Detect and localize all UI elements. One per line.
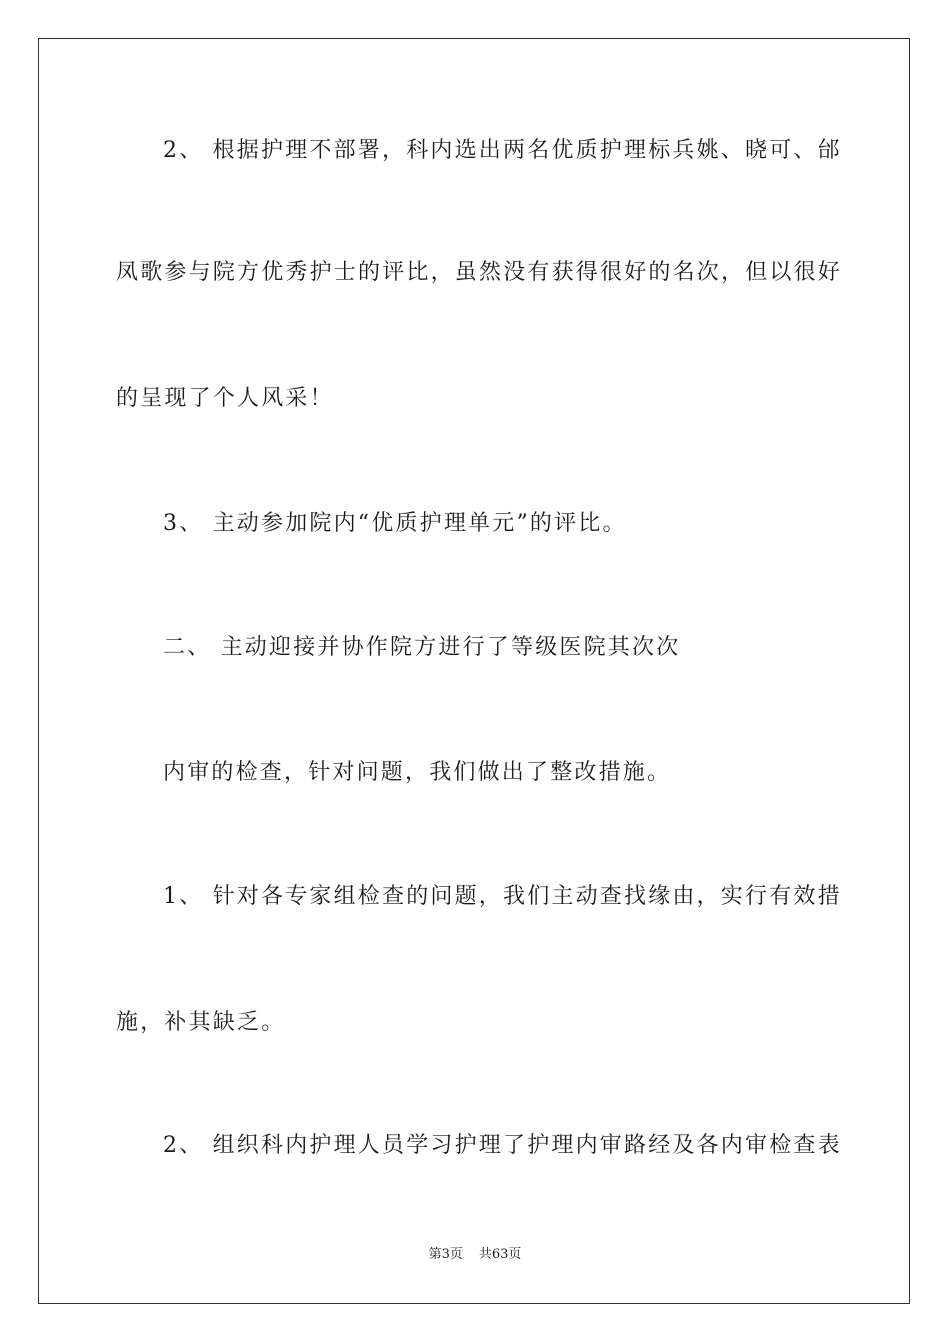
paragraph-line: 的呈现了个人风采！ <box>116 386 334 411</box>
paragraph-line: 2、 组织科内护理人员学习护理了护理内审路经及各内审检查表 <box>163 1133 842 1158</box>
paragraph-line: 施，补其缺乏。 <box>116 1010 286 1035</box>
paragraph-line: 凤歌参与院方优秀护士的评比，虽然没有获得很好的名次，但以很好 <box>116 260 843 285</box>
paragraph-line: 2、 根据护理不部署，科内选出两名优质护理标兵姚、晓可、邰 <box>163 138 842 163</box>
page-footer <box>0 1246 950 1264</box>
page-border <box>38 38 910 1304</box>
paragraph-line: 内审的检查，针对问题，我们做出了整改措施。 <box>163 760 672 785</box>
page-number: 第3页 <box>428 1247 463 1262</box>
paragraph-line: 3、 主动参加院内“优质护理单元”的评比。 <box>163 511 627 536</box>
section-heading: 二、 主动迎接并协作院方进行了等级医院其次次 <box>163 635 681 660</box>
page-total: 共63页 <box>478 1247 522 1262</box>
paragraph-line: 1、 针对各专家组检查的问题，我们主动查找缘由，实行有效措 <box>163 884 842 909</box>
